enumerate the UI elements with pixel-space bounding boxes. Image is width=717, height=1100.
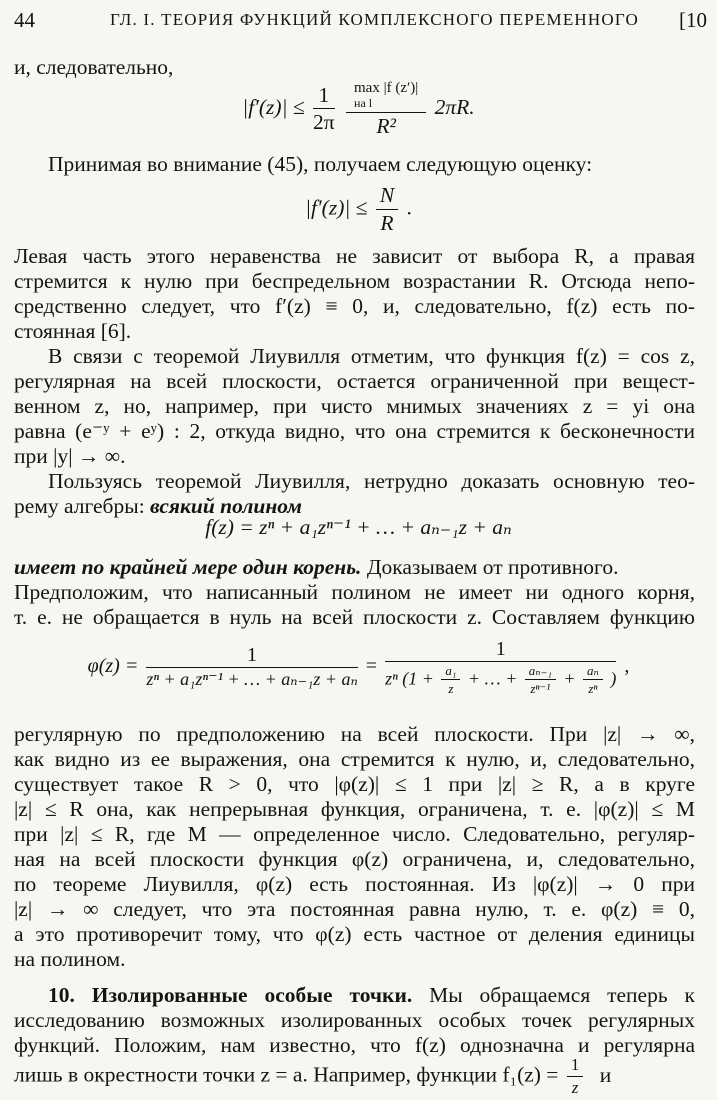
eq4-den-part: zⁿ (1 + xyxy=(385,668,434,689)
eq4-den-frac-1-den: z xyxy=(448,681,454,697)
text-span: рему алгебры: xyxy=(14,494,151,518)
text-line: средственно следует, что f′(z) ≡ 0, и, следовательно, f(z) есть по- xyxy=(14,294,695,318)
inline-fraction-den: z xyxy=(571,1077,579,1097)
eq2-fraction xyxy=(376,184,398,235)
text-span-emphasis: имеет по крайней мере один корень. xyxy=(14,555,362,579)
eq4-fraction-1 xyxy=(146,644,357,690)
text-line: а это противоречит тому, что φ(z) есть частное от деления единицы xyxy=(14,922,695,946)
eq1-fraction-1 xyxy=(313,84,335,135)
text-line: при |y| → ∞. xyxy=(14,444,126,468)
text-line: венном z, но, например, при чисто мнимых значениях z = yi она xyxy=(14,394,695,418)
text-line: функций. Положим, нам известно, что f(z) однозначна и регулярна xyxy=(14,1033,695,1057)
text-line: Принимая во внимание (45), получаем следующую оценку: xyxy=(48,152,593,176)
eq4-f2-num: 1 xyxy=(385,638,616,662)
text-line: на полином. xyxy=(14,947,126,971)
eq2-den: R xyxy=(380,210,394,235)
text-line: т. е. не обращается в нуль на всей плоскости z. Составляем функцию xyxy=(14,605,695,629)
formula-polynomial: f(z) = zⁿ + a₁zⁿ⁻¹ + … + aₙ₋₁z + aₙ xyxy=(205,515,512,539)
eq4-den-frac-3-den: zⁿ xyxy=(588,681,598,697)
eq1-f2-num xyxy=(346,80,426,113)
text-line: стремится к нулю при беспредельном возрастании R. Отсюда непо- xyxy=(14,269,695,293)
text-span: Мы обращаемся теперь к xyxy=(412,983,695,1007)
text-line: равна (e⁻ʸ + eʸ) : 2, откуда видно, что она стремится к бесконечности xyxy=(14,419,695,443)
eq2-end: . xyxy=(406,195,412,220)
text-line: регулярная на всей плоскости, остается ограниченной при вещест- xyxy=(14,369,695,393)
eq4-den-frac-2-num: aₙ₋₁ xyxy=(525,664,556,680)
formula-phi xyxy=(0,638,717,697)
eq4-den-part: + xyxy=(563,668,576,689)
text-line: В связи с теоремой Лиувилля отметим, что функция f(z) = cos z, xyxy=(48,344,695,368)
eq4-den-frac-2 xyxy=(525,664,556,697)
eq4-f2-den xyxy=(385,662,616,697)
text-span: и xyxy=(599,1062,612,1087)
eq1-fraction-2 xyxy=(346,80,426,138)
eq4-end: , xyxy=(624,654,630,677)
text-line xyxy=(14,555,695,580)
eq4-den-frac-2-den: zⁿ⁻¹ xyxy=(530,681,551,697)
text-line xyxy=(14,1056,695,1097)
text-line: при |z| ≤ R, где M — определенное число. Следовательно, регуляр- xyxy=(14,822,695,846)
eq4-den-part: + … + xyxy=(467,668,518,689)
page-header xyxy=(14,8,707,38)
text-span: Доказываем от противного. xyxy=(361,555,619,579)
eq1-f2-num-top: max |f (z′)| xyxy=(354,80,419,96)
eq1-f2-den: R² xyxy=(376,113,396,138)
page-number: 44 xyxy=(14,8,35,32)
eq4-mid: = xyxy=(365,654,378,677)
text-line: стоянная [6]. xyxy=(14,319,132,343)
eq1-f1-num: 1 xyxy=(313,84,335,110)
running-title: ГЛ. I. ТЕОРИЯ ФУНКЦИЙ КОМПЛЕКСНОГО ПЕРЕМЕННОГО xyxy=(110,10,639,29)
formula-derivative-bound xyxy=(0,80,717,138)
eq4-den-frac-3-num: aₙ xyxy=(583,664,603,680)
text-line: |z| → ∞ следует, что эта постоянная равна нулю, т. е. φ(z) ≡ 0, xyxy=(14,897,695,921)
text-span-emphasis: всякий полином xyxy=(150,494,302,518)
text-line: регулярную по предположению на всей плоскости. При |z| → ∞, xyxy=(14,722,695,746)
eq4-den-frac-1 xyxy=(441,664,460,697)
text-line: как видно из ее выражения, она стремится к нулю, и, следовательно, xyxy=(14,747,695,771)
eq4-fraction-2 xyxy=(385,638,616,697)
inline-fraction-num: 1 xyxy=(567,1056,584,1077)
text-span: лишь в окрестности точки z = a. Например, функции f₁(z) = xyxy=(14,1062,559,1087)
eq4-lhs: φ(z) = xyxy=(87,654,139,677)
eq1-f1-den: 2π xyxy=(313,110,335,135)
text-line: ная на всей плоскости функция φ(z) ограничена, и, следовательно, xyxy=(14,847,695,871)
text-line: Пользуясь теоремой Лиувилля, нетрудно доказать основную тео- xyxy=(48,469,695,493)
section-title: 10. Изолированные особые точки. xyxy=(48,983,413,1007)
eq1-lhs: |f′(z)| ≤ xyxy=(242,95,305,120)
eq4-den-part: ) xyxy=(610,668,617,689)
text-line: по теореме Лиувилля, φ(z) есть постоянная. Из |φ(z)| → 0 при xyxy=(14,872,695,896)
eq2-num: N xyxy=(376,184,398,210)
text-line: исследованию возможных изолированных особых точек регулярных xyxy=(14,1008,695,1032)
text-line: Левая часть этого неравенства не зависит от выбора R, а правая xyxy=(14,244,695,268)
eq1-f2-num-bot: на l xyxy=(354,95,373,110)
eq4-den-frac-3 xyxy=(583,664,603,697)
inline-fraction xyxy=(567,1056,584,1097)
eq4-f1-den: zⁿ + a₁zⁿ⁻¹ + … + aₙ₋₁z + aₙ xyxy=(146,669,358,690)
section-number: [10 xyxy=(679,8,707,32)
eq1-rhs: 2πR. xyxy=(434,95,475,120)
text-line: и, следовательно, xyxy=(14,55,174,79)
text-line: Предположим, что написанный полином не имеет ни одного корня, xyxy=(14,580,695,604)
eq4-f1-num: 1 xyxy=(146,644,357,668)
text-line: |z| ≤ R она, как непрерывная функция, ограничена, т. е. |φ(z)| ≤ M xyxy=(14,797,695,821)
text-line: существует такое R > 0, что |φ(z)| ≤ 1 при |z| ≥ R, а в круге xyxy=(14,772,695,796)
formula-N-over-R xyxy=(0,184,717,235)
eq2-lhs: |f′(z)| ≤ xyxy=(305,195,368,220)
eq4-den-frac-1-num: a₁ xyxy=(441,664,460,680)
section-heading-line xyxy=(48,983,695,1011)
